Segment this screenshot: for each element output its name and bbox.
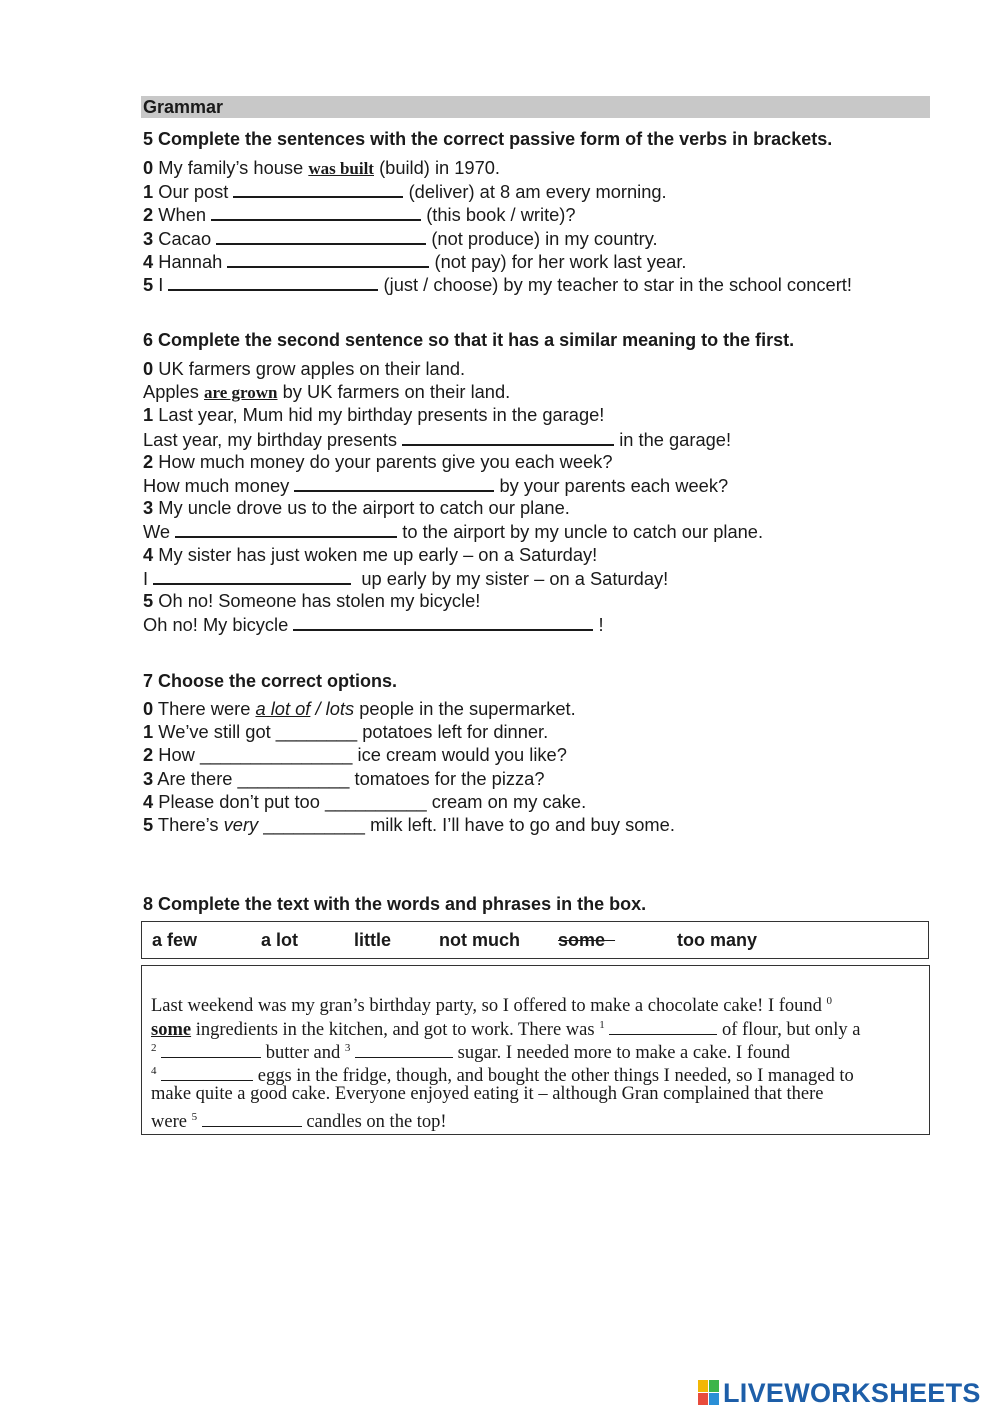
word-option-used: some xyxy=(558,930,606,950)
word-option: little xyxy=(354,930,392,950)
text-line: $^2$ butter and $^3$ sugar. I needed more to make a cake. I found xyxy=(151,1042,790,1063)
answer-blank[interactable] xyxy=(202,1112,302,1127)
ex6-item-4-second: I up early by my sister – on a Saturday! xyxy=(143,568,669,589)
ex6-item-1-first: 1 Last year, Mum hid my birthday presents in the garage! xyxy=(143,404,605,425)
ex6-heading: 6 Complete the second sentence so that it has a similar meaning to the first. xyxy=(143,330,795,350)
ex7-item-5: 5 There’s very __________ milk left. I’ll have to go and buy some. xyxy=(143,814,675,835)
ex7-item-0: 0 There were a lot of / lots people in the supermarket. xyxy=(143,698,576,719)
answer-blank[interactable] xyxy=(355,1043,453,1058)
gap-fill-text xyxy=(141,965,930,1135)
ex5-example-answer: was built xyxy=(308,159,374,178)
ex5-item-0: 0 My family’s house was built (build) in 1970. xyxy=(143,157,501,178)
answer-blank[interactable] xyxy=(161,1043,261,1058)
answer-blank[interactable] xyxy=(293,613,593,631)
answer-blank[interactable] xyxy=(216,227,426,245)
ex7-item-1: 1 We’ve still got ________ potatoes left for dinner. xyxy=(143,721,549,742)
answer-blank[interactable] xyxy=(402,428,614,446)
text-line: make quite a good cake. Everyone enjoyed eating it – although Gran complained that there xyxy=(151,1084,824,1104)
answer-blank[interactable] xyxy=(161,1066,253,1081)
liveworksheets-logo-icon xyxy=(698,1380,720,1406)
section-header-bar xyxy=(141,96,930,118)
answer-blank[interactable] xyxy=(233,180,403,198)
answer-blank[interactable] xyxy=(168,273,378,291)
ex6-item-2-second: How much money by your parents each week? xyxy=(143,475,729,496)
ex6-item-5-first: 5 Oh no! Someone has stolen my bicycle! xyxy=(143,590,481,611)
answer-blank[interactable]: __________ xyxy=(263,814,365,835)
ex7-option-b: lots xyxy=(325,698,355,719)
logo-text: LIVEWORKSHEETS xyxy=(723,1377,981,1408)
answer-blank[interactable]: ________ xyxy=(275,721,358,742)
example-answer: some xyxy=(151,1020,192,1040)
ex5-item-4: 4 Hannah (not pay) for her work last year. xyxy=(143,251,687,272)
answer-blank[interactable] xyxy=(294,474,494,492)
answer-blank[interactable] xyxy=(609,1020,717,1035)
text-line: $^4$ eggs in the fridge, though, and bought the other things I needed, so I managed to xyxy=(151,1065,854,1086)
word-option: a lot xyxy=(261,930,299,950)
ex6-item-3-second: We to the airport by my uncle to catch our plane. xyxy=(143,521,764,542)
ex6-example-first: 0 UK farmers grow apples on their land. xyxy=(143,358,466,379)
answer-blank[interactable] xyxy=(153,567,351,585)
ex6-item-4-first: 4 My sister has just woken me up early – on a Saturday! xyxy=(143,544,598,565)
ex5-item-2: 2 When (this book / write)? xyxy=(143,204,576,225)
answer-blank[interactable]: _______________ xyxy=(199,744,353,765)
ex7-option-a: a lot of xyxy=(255,698,311,719)
ex7-heading: 7 Choose the correct options. xyxy=(143,671,398,691)
word-option: too many xyxy=(677,930,758,950)
ex6-example-answer: are grown xyxy=(204,383,278,402)
answer-blank[interactable] xyxy=(211,203,421,221)
answer-blank[interactable] xyxy=(175,520,397,538)
answer-blank[interactable]: __________ xyxy=(324,791,427,812)
ex6-item-2-first: 2 How much money do your parents give you each week? xyxy=(143,451,613,472)
section-title: Grammar xyxy=(143,97,224,117)
ex5-item-5: 5 I (just / choose) by my teacher to star in the school concert! xyxy=(143,274,852,295)
word-option: not much xyxy=(439,930,520,950)
ex7-item-3: 3 Are there ___________ tomatoes for the pizza? xyxy=(143,768,545,789)
ex7-item-4: 4 Please don’t put too __________ cream on my cake. xyxy=(143,791,587,812)
ex6-item-3-first: 3 My uncle drove us to the airport to catch our plane. xyxy=(143,497,570,518)
ex6-item-1-second: Last year, my birthday presents in the garage! xyxy=(143,429,732,450)
answer-blank[interactable]: ___________ xyxy=(237,768,350,789)
liveworksheets-logo xyxy=(698,1378,981,1408)
word-option: a few xyxy=(152,930,198,950)
ex7-item-2: 2 How _______________ ice cream would you like? xyxy=(143,744,567,765)
ex5-item-3: 3 Cacao (not produce) in my country. xyxy=(143,228,658,249)
text-line: some ingredients in the kitchen, and got to work. There was $^1$ of flour, but only a xyxy=(151,1019,861,1040)
ex8-heading: 8 Complete the text with the words and phrases in the box. xyxy=(143,894,647,914)
word-box xyxy=(141,921,929,959)
ex5-item-1: 1 Our post (deliver) at 8 am every morning. xyxy=(143,181,667,202)
ex5-heading: 5 Complete the sentences with the correct passive form of the verbs in brackets. xyxy=(143,129,833,149)
text-line: Last weekend was my gran’s birthday party, so I offered to make a chocolate cake! I found $^0$ xyxy=(151,995,833,1016)
answer-blank[interactable] xyxy=(227,250,429,268)
ex6-item-5-second: Oh no! My bicycle ! xyxy=(143,614,604,635)
text-line: were $^5$ candles on the top! xyxy=(151,1111,447,1132)
ex6-example-second: Apples are grown by UK farmers on their land. xyxy=(143,381,511,402)
